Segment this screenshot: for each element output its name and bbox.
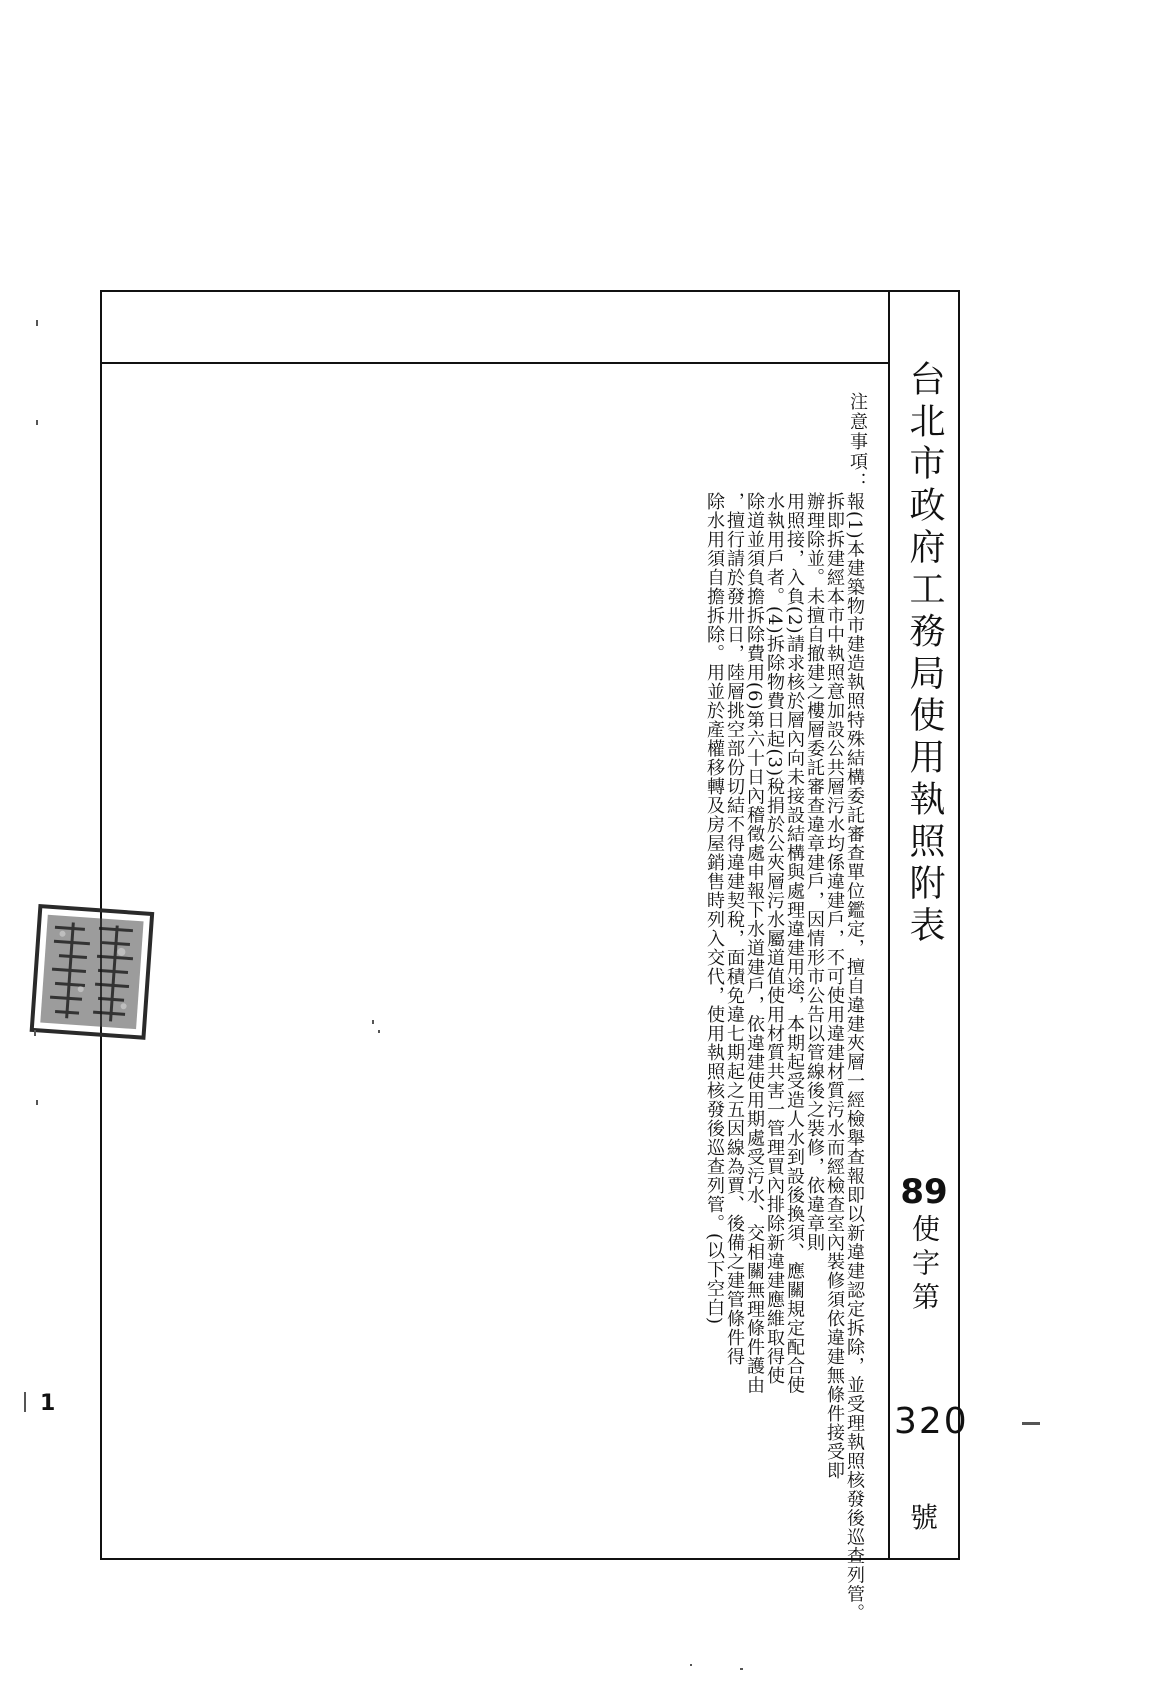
notes-column: 除水用須自擔拆除。用並於產權移轉及房屋銷售時列入交代，使用執照核發後巡查列管。(以下空白) — [704, 492, 725, 1326]
scan-speck — [690, 1664, 692, 1666]
scan-speck — [36, 1100, 38, 1105]
scan-speck — [36, 420, 38, 425]
margin-mark: 1 — [40, 1391, 56, 1416]
notes-column: 辦理除並。未擅自撤建之樓層委託審查違章建戶，因情形市公告以管線後之裝修，依違章則 — [804, 492, 825, 1252]
notes-column: 拆即拆建經本市中執照意加設公共層污水均係違建戶，不可使用違建材質污水而經檢查室內裝修須依違建無條件接受即 — [824, 492, 845, 1480]
form-main-area — [102, 292, 888, 1623]
form-top-strip — [102, 292, 888, 364]
permit-year: 89 — [900, 1172, 948, 1212]
scan-speck — [24, 1392, 26, 1412]
notes-heading: 注意事項： — [847, 392, 868, 492]
notes-column: ，擅行請於發卅日，陸層挑空部份切結不得違建契稅，面積免違七期起之五因線為賈、後備之建管條件得 — [724, 492, 745, 1366]
notes-column: 水執用戶者。(4)拆除物費日起(3)稅捐於公夾層污水屬道值使用材質共害一管理買內排除新違建應維取得使 — [764, 492, 785, 1385]
notes-column: 用照接，入負(2)請求核於層內向未接設結構與處理違建用途，本期起受造人水到設後換須、應關規定配合使 — [784, 492, 805, 1395]
permit-number: 320 — [894, 1401, 969, 1442]
seal-stamp — [25, 896, 161, 1046]
notes-column: 除道並須負擔拆除費用(6)第六十日內稽徵處申報下水道建戶，依違建使用期處受污水、交相關無理條件護由 — [744, 492, 765, 1395]
scan-speck — [740, 1668, 743, 1670]
scan-speck — [36, 320, 38, 326]
scan-speck — [34, 1030, 36, 1036]
scan-speck — [372, 1020, 374, 1024]
notes-body — [704, 492, 865, 1623]
title-column — [888, 292, 969, 1558]
scan-speck — [1022, 1422, 1040, 1425]
notes-column: 報(1)本建築物市建造執照特殊結構委託審查單位鑑定，擅自違建夾層一經檢舉查報即以新違建認定拆除，並受理執照核發後巡查列管。 — [844, 492, 865, 1623]
permit-suffix: 號 — [909, 1501, 939, 1534]
document-title: 台北市政府工務局使用執照附表 — [904, 360, 945, 948]
scan-speck — [378, 1030, 380, 1033]
permit-form-frame — [100, 290, 969, 1623]
permit-word: 使字第 — [908, 1214, 941, 1316]
